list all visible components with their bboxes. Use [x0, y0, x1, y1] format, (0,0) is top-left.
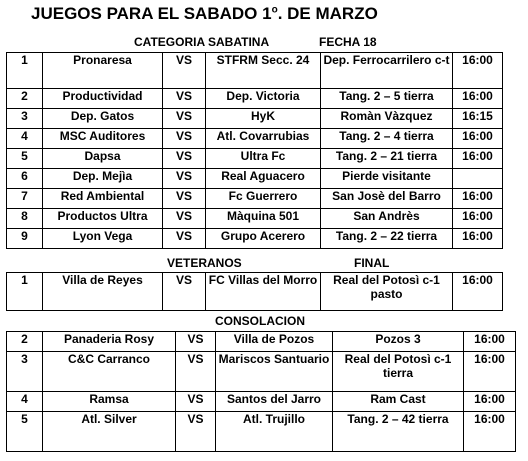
- home-team: Panaderia Rosy: [43, 332, 176, 352]
- consolacion-table: [6, 331, 516, 452]
- away-team: Mariscos Santuario: [216, 352, 333, 392]
- table-row: [7, 89, 503, 109]
- match-number: 2: [7, 89, 43, 109]
- table-row: [7, 332, 516, 352]
- vs-label: VS: [176, 392, 216, 412]
- match-time: 16:00: [453, 149, 503, 169]
- vs-label: VS: [163, 273, 206, 311]
- categoria-label: CATEGORIA SABATINA: [134, 35, 270, 49]
- away-team: STFRM Secc. 24: [206, 53, 321, 89]
- match-time: [453, 169, 503, 189]
- table-row: [7, 209, 503, 229]
- venue: Dep. Ferrocarrilero c-t: [321, 53, 453, 89]
- table-row: [7, 53, 503, 89]
- vs-label: VS: [163, 109, 206, 129]
- match-time: 16:00: [453, 189, 503, 209]
- venue: Tang. 2 – 21 tierra: [321, 149, 453, 169]
- match-time: 16:00: [453, 273, 503, 311]
- vs-label: VS: [176, 352, 216, 392]
- home-team: C&C Carranco: [43, 352, 176, 392]
- away-team: Real Aguacero: [206, 169, 321, 189]
- venue: Tang. 2 – 22 tierra: [321, 229, 453, 249]
- match-time: 16:15: [453, 109, 503, 129]
- away-team: Ultra Fc: [206, 149, 321, 169]
- consolacion-label: CONSOLACION: [215, 314, 305, 328]
- match-number: 5: [7, 149, 43, 169]
- table-row: [7, 189, 503, 209]
- vs-label: VS: [176, 412, 216, 452]
- match-time: 16:00: [464, 392, 516, 412]
- home-team: Dep. Gatos: [43, 109, 163, 129]
- match-number: 4: [7, 129, 43, 149]
- match-number: 5: [7, 412, 43, 452]
- table-row: [7, 392, 516, 412]
- match-time: 16:00: [453, 229, 503, 249]
- venue: San Andrès: [321, 209, 453, 229]
- page-title: JUEGOS PARA EL SABADO 1$^o$. DE MARZO: [31, 4, 378, 23]
- match-number: 7: [7, 189, 43, 209]
- venue: San Josè del Barro: [321, 189, 453, 209]
- table-row: [7, 109, 503, 129]
- home-team: Productos Ultra: [43, 209, 163, 229]
- venue: Real del Potosì c-1 pasto: [321, 273, 453, 311]
- home-team: Dep. Mejìa: [43, 169, 163, 189]
- venue: Ram Cast: [333, 392, 464, 412]
- venue: Tang. 2 – 5 tierra: [321, 89, 453, 109]
- final-table: [6, 272, 503, 311]
- final-label: FINAL: [354, 256, 390, 270]
- home-team: Productividad: [43, 89, 163, 109]
- table-row: [7, 273, 503, 311]
- table-row: [7, 229, 503, 249]
- vs-label: VS: [163, 229, 206, 249]
- table-row: [7, 149, 503, 169]
- table-row: [7, 412, 516, 452]
- away-team: Villa de Pozos: [216, 332, 333, 352]
- vs-label: VS: [163, 89, 206, 109]
- home-team: Atl. Silver: [43, 412, 176, 452]
- venue: Real del Potosì c-1 tierra: [333, 352, 464, 392]
- match-time: 16:00: [453, 129, 503, 149]
- away-team: Grupo Acerero: [206, 229, 321, 249]
- match-number: 3: [7, 109, 43, 129]
- vs-label: VS: [163, 169, 206, 189]
- home-team: Dapsa: [43, 149, 163, 169]
- table-row: [7, 352, 516, 392]
- vs-label: VS: [176, 332, 216, 352]
- away-team: Màquina 501: [206, 209, 321, 229]
- fecha-label: FECHA 18: [319, 35, 377, 49]
- away-team: HyK: [206, 109, 321, 129]
- sabatina-table: [6, 52, 503, 249]
- away-team: Dep. Victoria: [206, 89, 321, 109]
- vs-label: VS: [163, 209, 206, 229]
- table-row: [7, 129, 503, 149]
- match-number: 9: [7, 229, 43, 249]
- match-number: 2: [7, 332, 43, 352]
- venue: Pierde visitante: [321, 169, 453, 189]
- away-team: Atl. Trujillo: [216, 412, 333, 452]
- match-time: 16:00: [453, 89, 503, 109]
- away-team: Atl. Covarrubias: [206, 129, 321, 149]
- match-time: 16:00: [453, 209, 503, 229]
- vs-label: VS: [163, 149, 206, 169]
- match-number: 8: [7, 209, 43, 229]
- match-time: 16:00: [464, 412, 516, 452]
- veteranos-label: VETERANOS: [167, 256, 242, 270]
- match-time: 16:00: [464, 332, 516, 352]
- match-time: 16:00: [464, 352, 516, 392]
- venue: Tang. 2 – 42 tierra: [333, 412, 464, 452]
- away-team: FC Villas del Morro: [206, 273, 321, 311]
- match-number: 1: [7, 273, 43, 311]
- home-team: Lyon Vega: [43, 229, 163, 249]
- vs-label: VS: [163, 129, 206, 149]
- away-team: Fc Guerrero: [206, 189, 321, 209]
- home-team: MSC Auditores: [43, 129, 163, 149]
- venue: Tang. 2 – 4 tierra: [321, 129, 453, 149]
- match-number: 4: [7, 392, 43, 412]
- home-team: Villa de Reyes: [43, 273, 163, 311]
- away-team: Santos del Jarro: [216, 392, 333, 412]
- table-row: [7, 169, 503, 189]
- match-time: 16:00: [453, 53, 503, 89]
- venue: Romàn Vàzquez: [321, 109, 453, 129]
- home-team: Red Ambiental: [43, 189, 163, 209]
- match-number: 3: [7, 352, 43, 392]
- home-team: Ramsa: [43, 392, 176, 412]
- vs-label: VS: [163, 189, 206, 209]
- venue: Pozos 3: [333, 332, 464, 352]
- vs-label: VS: [163, 53, 206, 89]
- match-number: 6: [7, 169, 43, 189]
- home-team: Pronaresa: [43, 53, 163, 89]
- match-number: 1: [7, 53, 43, 89]
